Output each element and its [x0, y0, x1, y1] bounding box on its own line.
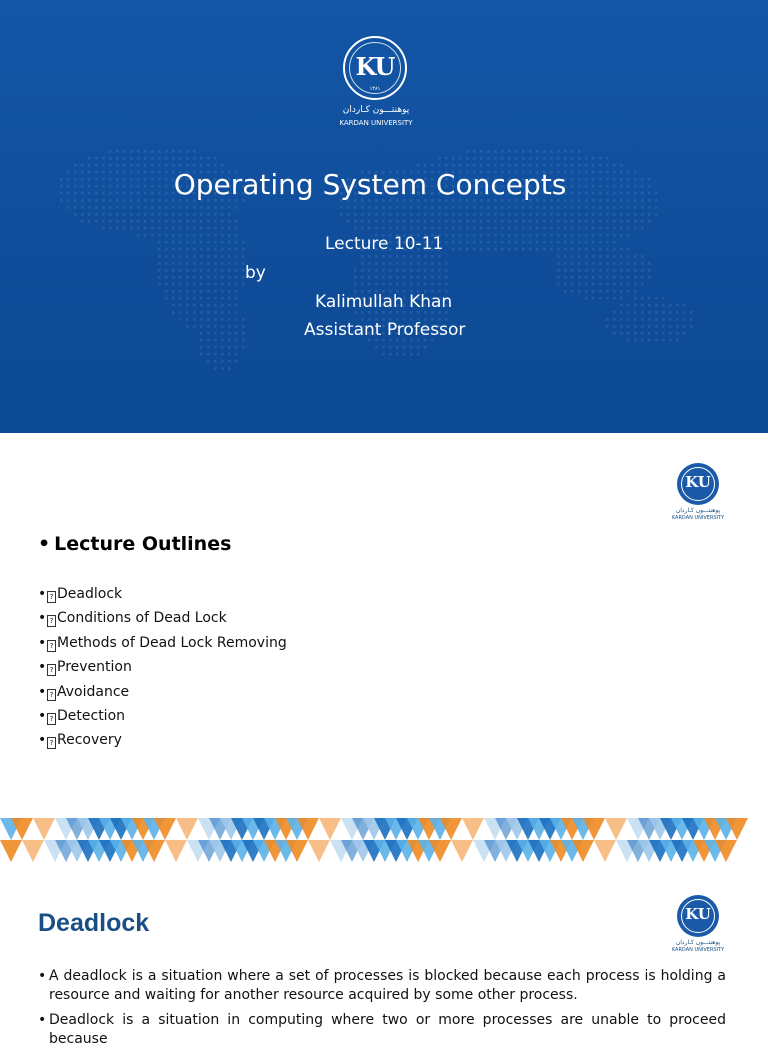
list-item: • ? Avoidance — [38, 683, 130, 700]
missing-glyph-box: ? — [47, 689, 56, 701]
lecture-number: Lecture 10-11 — [325, 234, 444, 254]
by-label: by — [245, 263, 266, 283]
list-item: • ? Prevention — [38, 659, 132, 676]
list-item: • ? Deadlock — [38, 586, 123, 602]
author-role: Assistant Professor — [304, 320, 466, 340]
university-logo: KU پوهنتـــون کـاردان KARDAN UNIVERSITY — [670, 463, 730, 523]
logo-arabic-text: پوهنتـــون کـاردان — [675, 939, 721, 946]
outline-heading-text: Lecture Outlines — [54, 533, 232, 555]
logo-arabic-text: پوهنتـــون کـاردان — [342, 105, 410, 115]
missing-glyph-box: ? — [47, 713, 56, 725]
outline-heading — [38, 533, 231, 555]
missing-glyph-box: ? — [47, 664, 56, 676]
list-item: • A deadlock is a situation where a set of processes is blocked because each process is holding a resource and waiting for another resource acquired by some other process. — [38, 968, 726, 1003]
university-logo — [340, 36, 412, 131]
outline-slide — [0, 433, 768, 799]
deadlock-slide — [0, 875, 768, 1047]
list-item: • ? Detection — [38, 707, 126, 724]
geometric-pattern-band — [0, 810, 768, 870]
logo-english-text: KARDAN UNIVERSITY — [339, 119, 413, 127]
deadlock-paragraphs — [38, 967, 726, 1055]
list-item: • Deadlock is a situation in computing where two or more processes are unable to proceed because — [38, 1012, 726, 1047]
bullet: • — [38, 533, 51, 555]
outline-list — [38, 586, 287, 757]
missing-glyph-box: ? — [47, 737, 56, 749]
logo-monogram: KU — [355, 52, 395, 81]
logo-english-text: KARDAN UNIVERSITY — [671, 515, 725, 521]
title-slide — [0, 0, 768, 433]
logo-english-text: KARDAN UNIVERSITY — [671, 947, 725, 953]
author-name: Kalimullah Khan — [315, 292, 453, 312]
missing-glyph-box: ? — [47, 591, 56, 603]
logo-year: ۱۳۸۱ — [369, 86, 381, 92]
university-logo: KU پوهنتـــون کـاردان KARDAN UNIVERSITY — [670, 895, 730, 955]
missing-glyph-box: ? — [47, 615, 56, 627]
slide-title: Deadlock — [38, 909, 150, 937]
list-item: • ? Recovery — [38, 732, 122, 749]
missing-glyph-box: ? — [47, 640, 56, 652]
list-item: • ? Conditions of Dead Lock — [38, 610, 227, 627]
presentation-title: Operating System Concepts — [173, 168, 567, 201]
list-item: • ? Methods of Dead Lock Removing — [38, 634, 287, 651]
logo-arabic-text: پوهنتـــون کـاردان — [675, 507, 721, 514]
